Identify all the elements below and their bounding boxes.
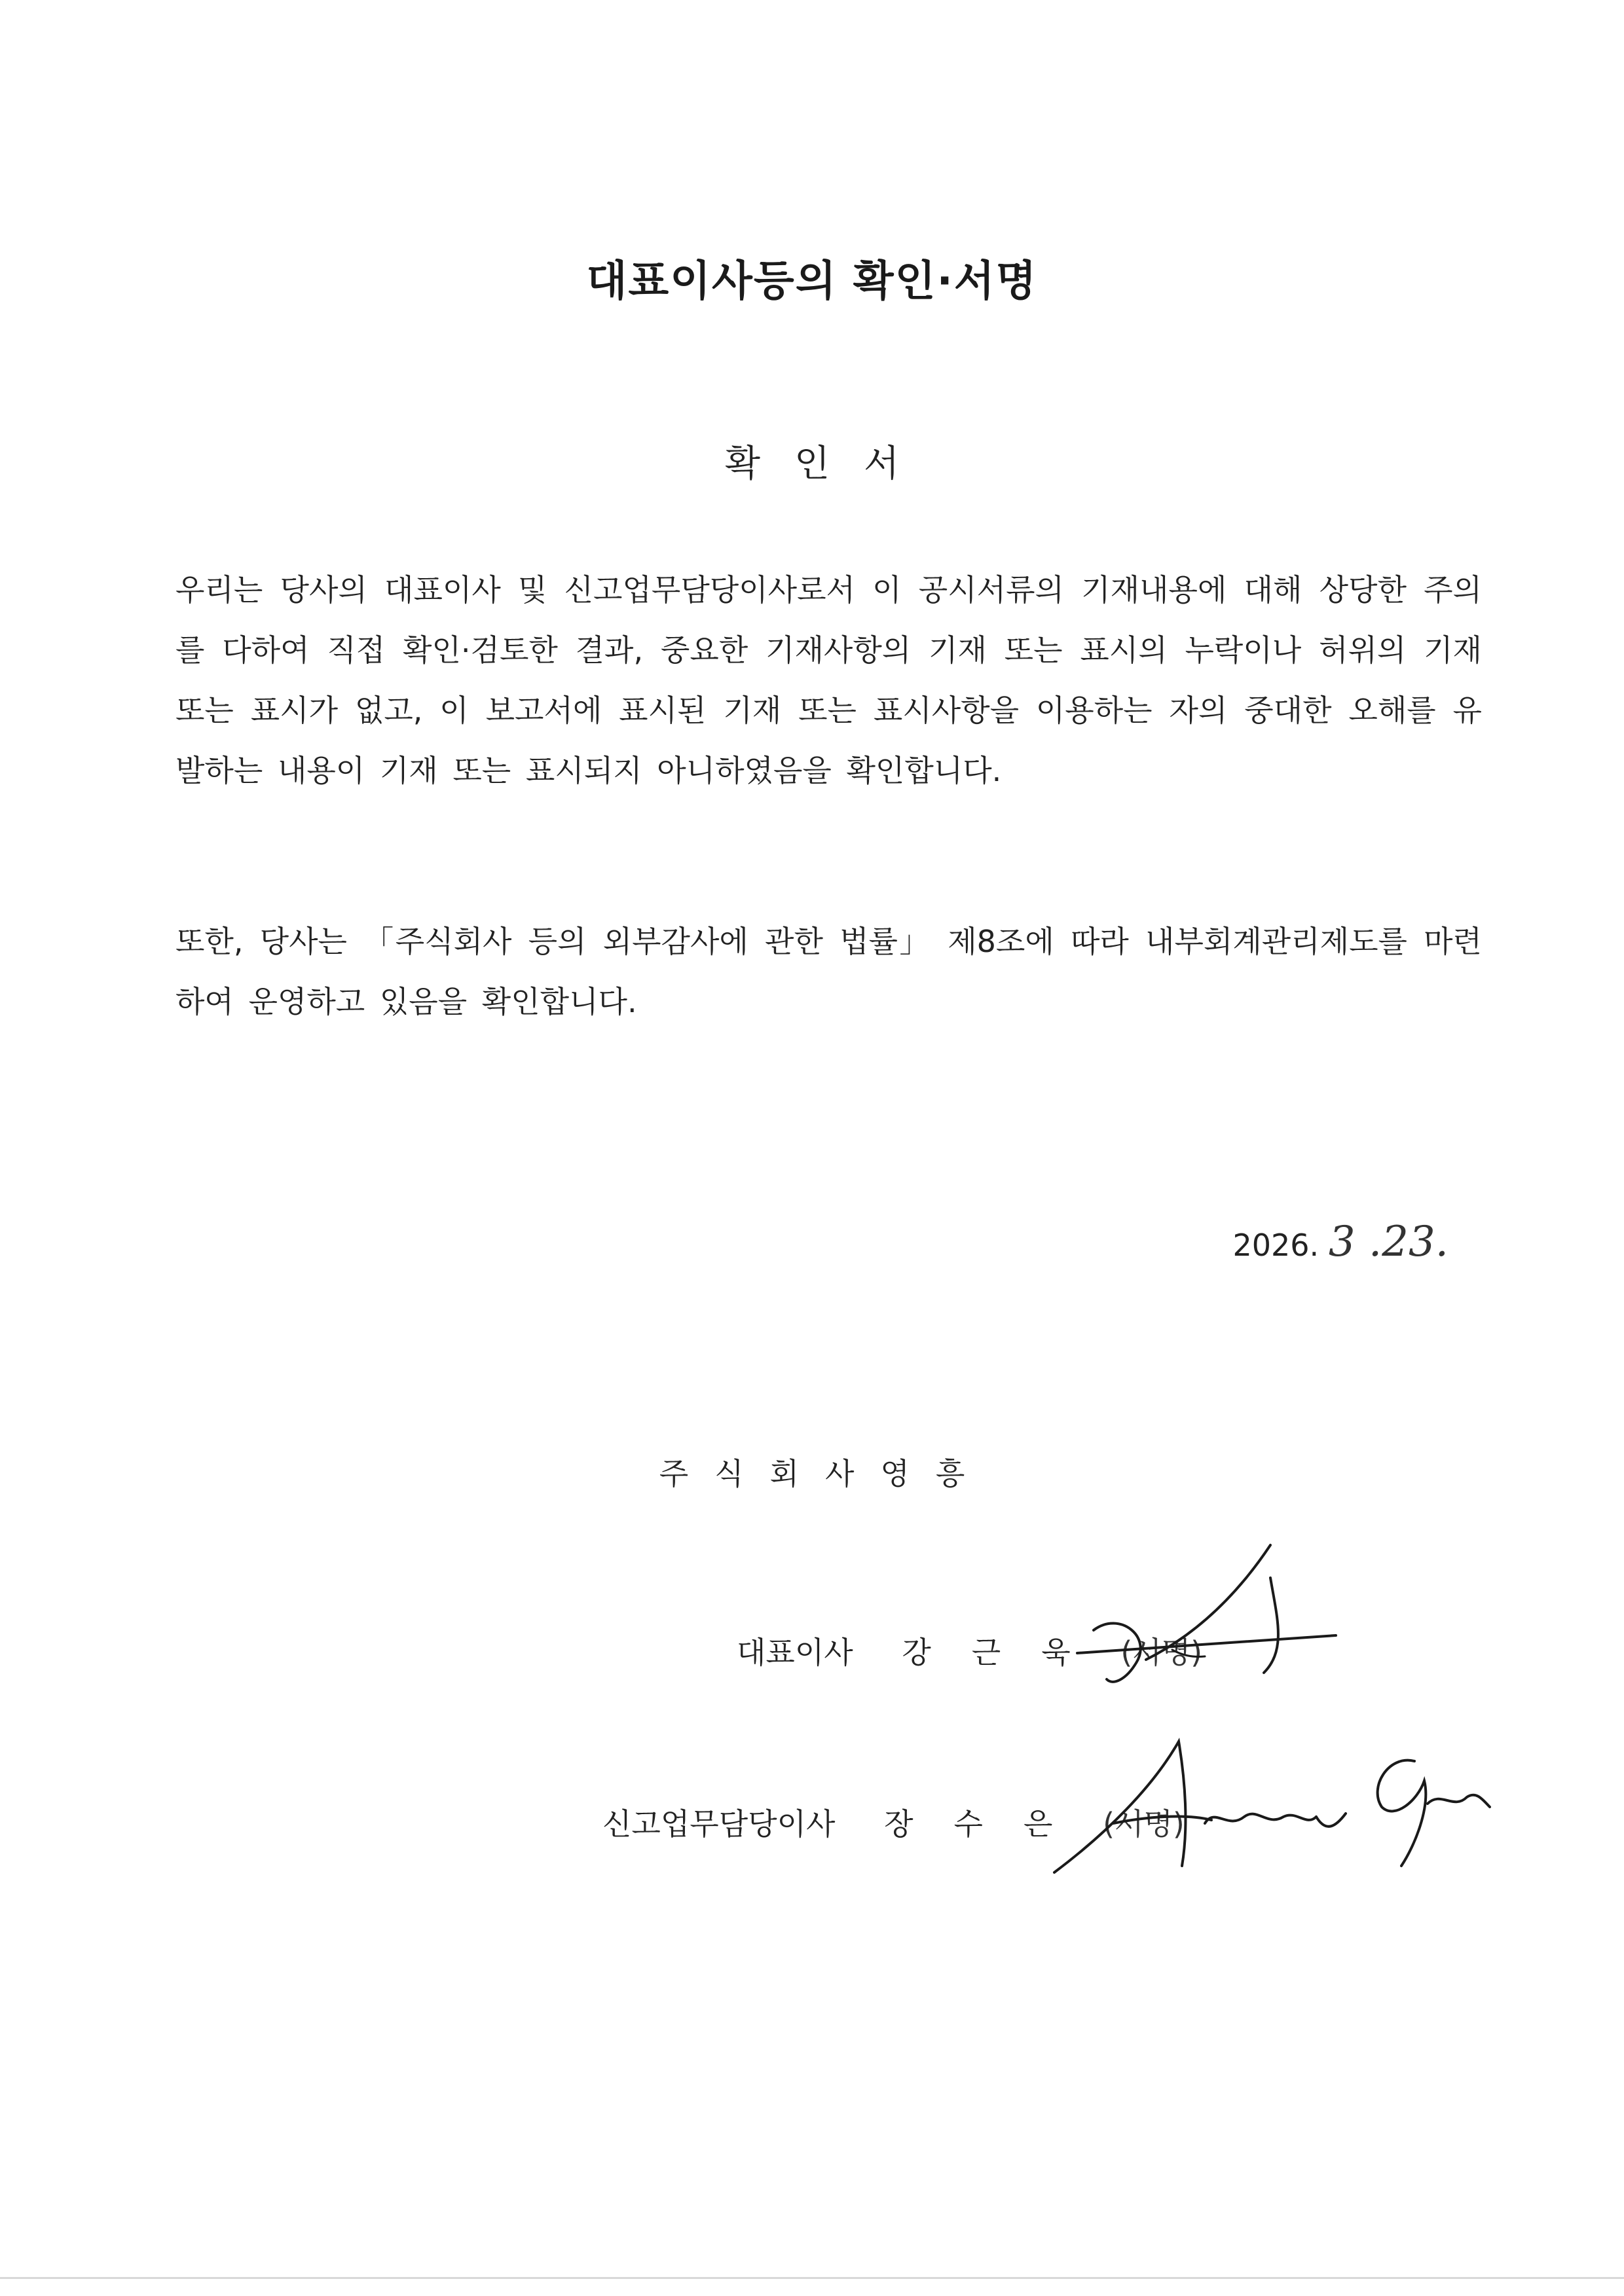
sign-placeholder: (서명) (1120, 1635, 1203, 1670)
date (1232, 1218, 1449, 1266)
sign-placeholder: (서명) (1103, 1806, 1185, 1842)
page-bottom-edge (0, 2277, 1624, 2279)
date-printed: 2026. (1232, 1228, 1320, 1263)
signer-name: 강근욱 (902, 1635, 1111, 1670)
ceo-signature-icon (1074, 1539, 1349, 1709)
document-title: 대표이사등의 확인·서명 (586, 257, 1038, 306)
signer-role: 신고업무담당이사 (602, 1806, 836, 1842)
disclosure-officer-signature-icon (1048, 1728, 1493, 1886)
signer-role: 대표이사 (737, 1635, 853, 1670)
document-subtitle: 확인서 (724, 443, 934, 485)
date-handwritten: 3 .23. (1328, 1218, 1449, 1266)
signer-name: 장수은 (884, 1806, 1094, 1842)
confirmation-paragraph: 우리는 당사의 대표이사 및 신고업무담당이사로서 이 공시서류의 기재내용에 대해 상당한 주의를 다하여 직접 확인·검토한 결과, 중요한 기재사항의 기재 또는 표시의 누락이나 허위의 기재 또는 표시가 없고, 이 보고서에 표시된 기재 또는 표시사항을 이용하는 자의 중대한 오해를 유발하는 내용이 기재 또는 표시되지 아니하였음을 확인합니다. (175, 572, 1482, 788)
internal-control-paragraph: 또한, 당사는 「주식회사 등의 외부감사에 관한 법률」 제8조에 따라 내부회계관리제도를 마련하여 운영하고 있음을 확인합니다. (175, 924, 1482, 1019)
company-name: 주식회사영흥 (659, 1456, 991, 1491)
